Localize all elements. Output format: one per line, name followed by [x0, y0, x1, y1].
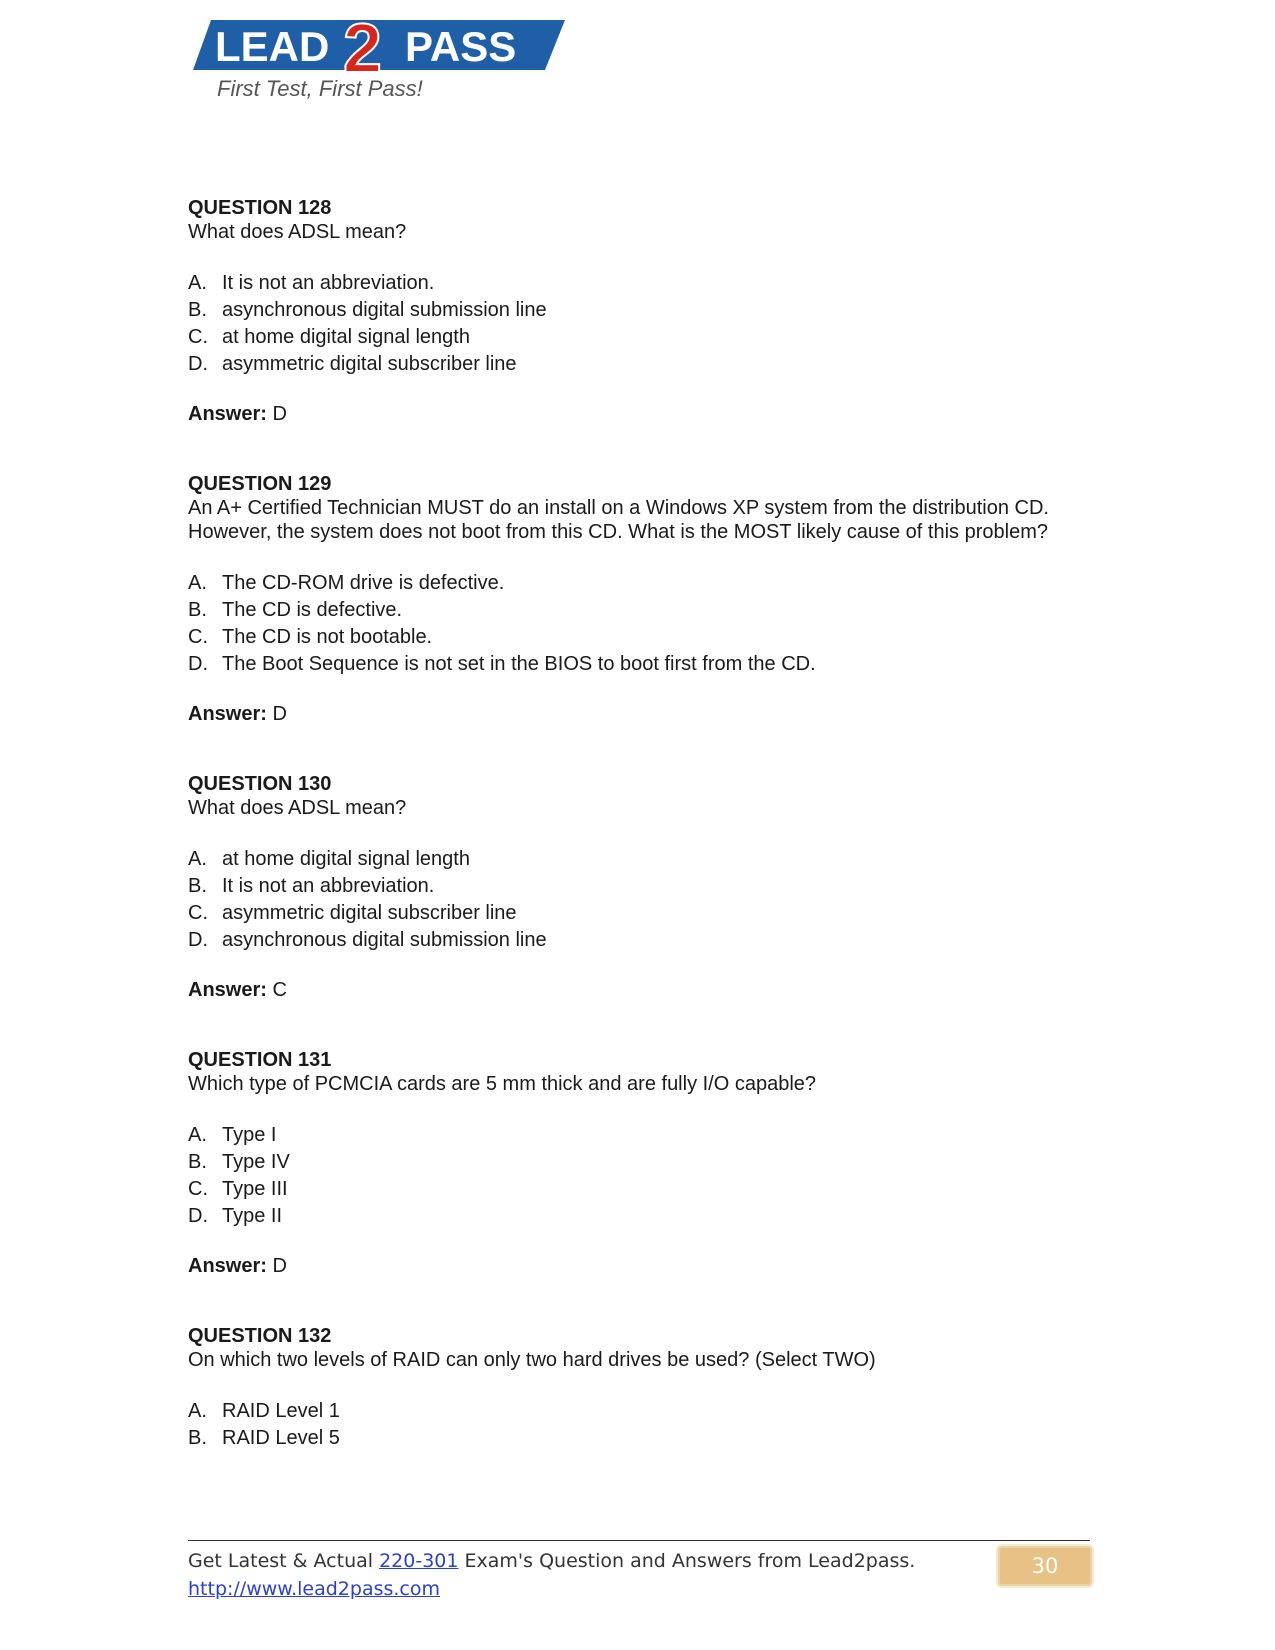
- logo-word-right: PASS: [405, 23, 517, 70]
- question-block: [188, 1048, 1088, 1278]
- question-text: An A+ Certified Technician MUST do an install on a Windows XP system from the distribution CD. However, the system does not boot from this CD. What is the MOST likely cause of this problem?: [188, 497, 1049, 543]
- answer-option: [188, 597, 1088, 624]
- question-title: QUESTION 132: [188, 1325, 332, 1347]
- answer-option: [188, 846, 1088, 873]
- question-list: [188, 196, 1088, 1498]
- answer-line: [188, 402, 1088, 426]
- answer-option: [188, 927, 1088, 954]
- answer-line: [188, 978, 1088, 1002]
- answer-value: D: [272, 703, 287, 725]
- answer-label: Answer:: [188, 703, 267, 725]
- option-letter: D.: [188, 1205, 208, 1227]
- answer-option: [188, 270, 1088, 297]
- website-link[interactable]: http://www.lead2pass.com: [188, 1578, 441, 1600]
- answer-label: Answer:: [188, 403, 267, 425]
- logo-tagline: First Test, First Pass!: [217, 76, 423, 101]
- question-text: Which type of PCMCIA cards are 5 mm thick and are fully I/O capable?: [188, 1073, 817, 1095]
- answer-option: [188, 900, 1088, 927]
- question-title: QUESTION 129: [188, 473, 332, 495]
- option-letter: C.: [188, 626, 208, 648]
- logo-word-left: LEAD: [215, 23, 330, 70]
- option-text: Type IV: [222, 1151, 290, 1173]
- answer-line: [188, 1254, 1088, 1278]
- answer-option: [188, 297, 1088, 324]
- option-letter: A.: [188, 272, 207, 294]
- question-block: [188, 196, 1088, 426]
- answer-option: [188, 324, 1088, 351]
- option-text: Type III: [222, 1178, 288, 1200]
- answer-option: [188, 1149, 1088, 1176]
- page-number-badge: 30: [998, 1546, 1092, 1586]
- answer-option: [188, 1122, 1088, 1149]
- answer-value: D: [272, 403, 287, 425]
- option-letter: A.: [188, 1400, 207, 1422]
- option-text: RAID Level 5: [222, 1427, 340, 1449]
- option-text: asymmetric digital subscriber line: [222, 353, 517, 375]
- question-text: What does ADSL mean?: [188, 797, 407, 819]
- answer-value: D: [272, 1255, 287, 1277]
- question-text: On which two levels of RAID can only two hard drives be used? (Select TWO): [188, 1349, 876, 1371]
- answer-option: [188, 1425, 1088, 1452]
- exam-link[interactable]: 220-301: [379, 1550, 459, 1572]
- footer-suffix: Exam's Question and Answers from Lead2pass.: [458, 1550, 916, 1572]
- option-letter: C.: [188, 902, 208, 924]
- option-text: at home digital signal length: [222, 848, 470, 870]
- option-letter: B.: [188, 1151, 207, 1173]
- option-text: The CD-ROM drive is defective.: [222, 572, 505, 594]
- footer: [188, 1547, 915, 1603]
- option-letter: D.: [188, 653, 208, 675]
- option-text: It is not an abbreviation.: [222, 875, 435, 897]
- option-letter: B.: [188, 599, 207, 621]
- question-block: [188, 772, 1088, 1002]
- option-letter: C.: [188, 326, 208, 348]
- answer-option: [188, 351, 1088, 378]
- option-text: asynchronous digital submission line: [222, 299, 547, 321]
- question-block: [188, 472, 1088, 726]
- footer-divider: [188, 1540, 1090, 1541]
- question-block: [188, 1324, 1088, 1452]
- answer-option: [188, 1398, 1088, 1425]
- question-text: What does ADSL mean?: [188, 221, 407, 243]
- answer-option: [188, 873, 1088, 900]
- footer-prefix: Get Latest & Actual: [188, 1550, 380, 1572]
- answer-option: [188, 651, 1088, 678]
- footer-line-1: [188, 1547, 915, 1575]
- option-text: asymmetric digital subscriber line: [222, 902, 517, 924]
- answer-option: [188, 570, 1088, 597]
- option-text: The CD is not bootable.: [222, 626, 433, 648]
- option-letter: A.: [188, 1124, 207, 1146]
- option-letter: C.: [188, 1178, 208, 1200]
- answer-option: [188, 1203, 1088, 1230]
- option-letter: B.: [188, 1427, 207, 1449]
- option-text: The Boot Sequence is not set in the BIOS to boot first from the CD.: [222, 653, 816, 675]
- logo-banner: [193, 6, 578, 81]
- option-text: RAID Level 1: [222, 1400, 340, 1422]
- answer-value: C: [272, 979, 287, 1001]
- option-letter: D.: [188, 353, 208, 375]
- answer-option: [188, 1176, 1088, 1203]
- option-letter: A.: [188, 848, 207, 870]
- logo-numeral: 2: [343, 9, 382, 81]
- footer-line-2: [188, 1575, 915, 1603]
- option-text: at home digital signal length: [222, 326, 470, 348]
- option-letter: B.: [188, 875, 207, 897]
- option-text: It is not an abbreviation.: [222, 272, 435, 294]
- question-title: QUESTION 130: [188, 773, 332, 795]
- option-text: Type I: [222, 1124, 277, 1146]
- lead2pass-logo: [193, 6, 578, 106]
- question-title: QUESTION 131: [188, 1049, 332, 1071]
- answer-label: Answer:: [188, 979, 267, 1001]
- option-letter: D.: [188, 929, 208, 951]
- option-text: asynchronous digital submission line: [222, 929, 547, 951]
- question-title: QUESTION 128: [188, 197, 332, 219]
- option-text: Type II: [222, 1205, 283, 1227]
- option-letter: B.: [188, 299, 207, 321]
- answer-option: [188, 624, 1088, 651]
- option-letter: A.: [188, 572, 207, 594]
- option-text: The CD is defective.: [222, 599, 403, 621]
- answer-label: Answer:: [188, 1255, 267, 1277]
- answer-line: [188, 702, 1088, 726]
